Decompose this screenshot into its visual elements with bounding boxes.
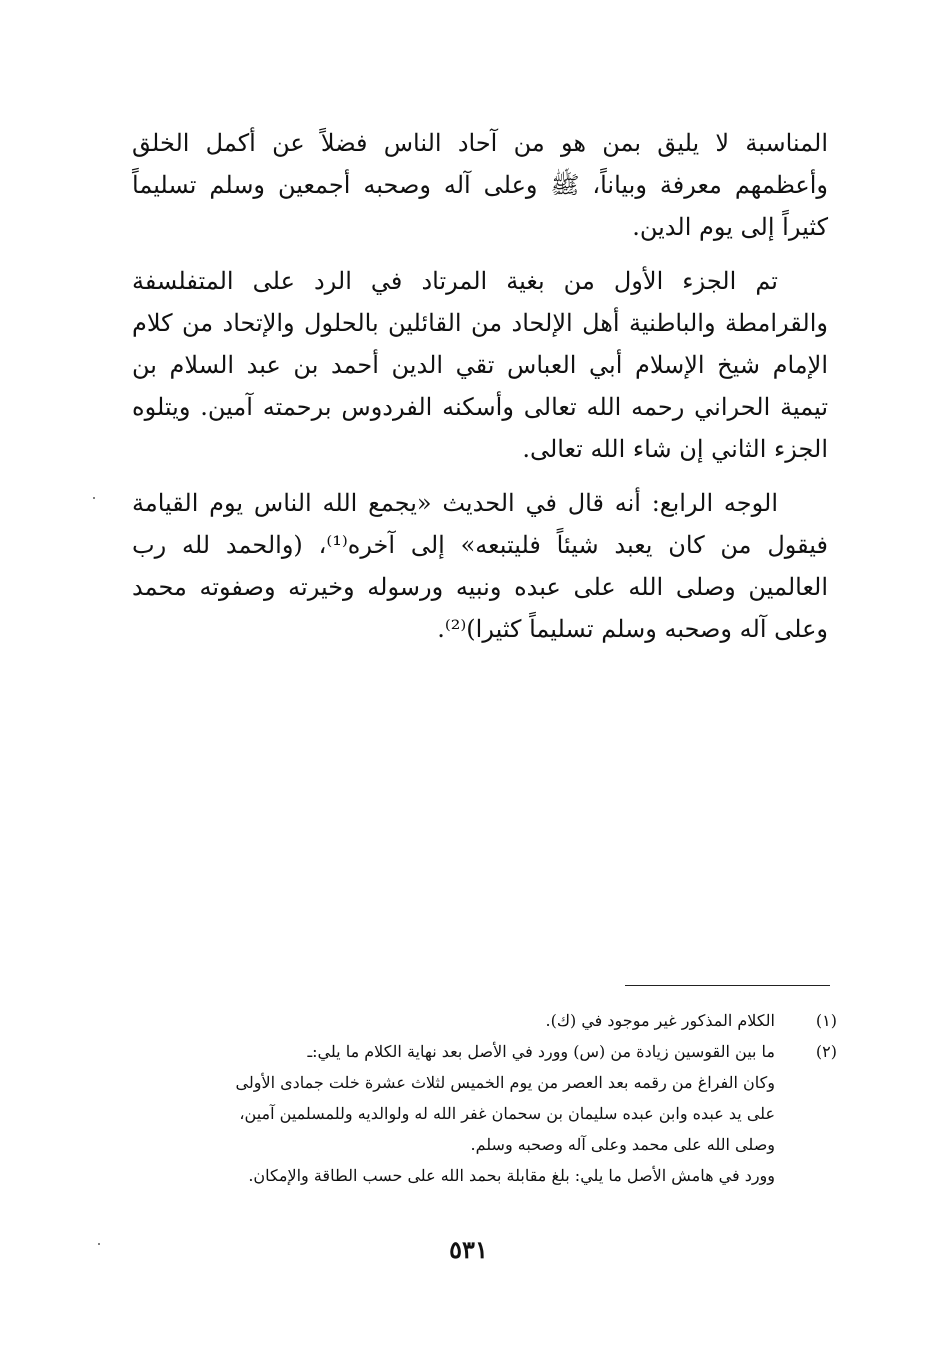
- footnote-line: وكان الفراغ من رقمه بعد العصر من يوم الخميس لثلاث عشرة خلت جمادى الأولى: [235, 1073, 775, 1092]
- footnote-1: [132, 1005, 837, 1036]
- footnote-line: الكلام المذكور غير موجود في (ك).: [545, 1011, 775, 1030]
- main-text: [132, 122, 828, 662]
- footnote-line: على يد عبده وابن عبده سليمان بن سحمان غفر الله له ولوالديه وللمسلمين آمين،: [239, 1104, 775, 1123]
- footnote-number: (١): [815, 1011, 837, 1030]
- footnote-line: وورد في هامش الأصل ما يلي: بلغ مقابلة بحمد الله على حسب الطاقة والإمكان.: [248, 1166, 775, 1185]
- footnote-line: ما بين القوسين زيادة من (س) وورد في الأصل بعد نهاية الكلام ما يلي:ـ: [307, 1042, 775, 1061]
- footnote-line: وصلى الله على محمد وعلى آله وصحبه وسلم.: [470, 1135, 775, 1154]
- scan-speck: [93, 497, 95, 499]
- paragraph-1: المناسبة لا يليق بمن هو من آحاد الناس فضلاً عن أكمل الخلق وأعظمهم معرفة وبياناً، ﷺ وعلى آله وصحبه أجمعين وسلم تسليماً كثيراً إلى يوم الدين.: [132, 129, 828, 241]
- page-number: ٥٣١: [449, 1235, 488, 1264]
- footnote-2: [132, 1036, 837, 1191]
- footnotes: [132, 1005, 837, 1191]
- scan-speck: [98, 1243, 100, 1245]
- footnote-separator: [625, 985, 830, 986]
- footnote-text: [132, 1036, 775, 1191]
- footnote-number: (٢): [815, 1042, 837, 1061]
- footnote-text: [132, 1005, 775, 1036]
- paragraph-3: الوجه الرابع: أنه قال في الحديث «يجمع الله الناس يوم القيامة فيقول من كان يعبد شيئاً فليتبعه» إلى آخره⁽¹⁾، (والحمد لله رب العالمين وصلى الله على عبده ونبيه ورسوله وخيرته وصفوته محمد وعلى آله وصحبه وسلم تسليماً كثيرا)⁽²⁾.: [132, 489, 829, 643]
- paragraph-2: تم الجزء الأول من بغية المرتاد في الرد على المتفلسفة والقرامطة والباطنية أهل الإلحاد من القائلين بالحلول والإتحاد من كلام الإمام شيخ الإسلام أبي العباس تقي الدين أحمد بن عبد السلام بن تيمية الحراني رحمه الله تعالى وأسكنه الفردوس برحمته آمين. ويتلوه الجزء الثاني إن شاء الله تعالى.: [132, 267, 828, 463]
